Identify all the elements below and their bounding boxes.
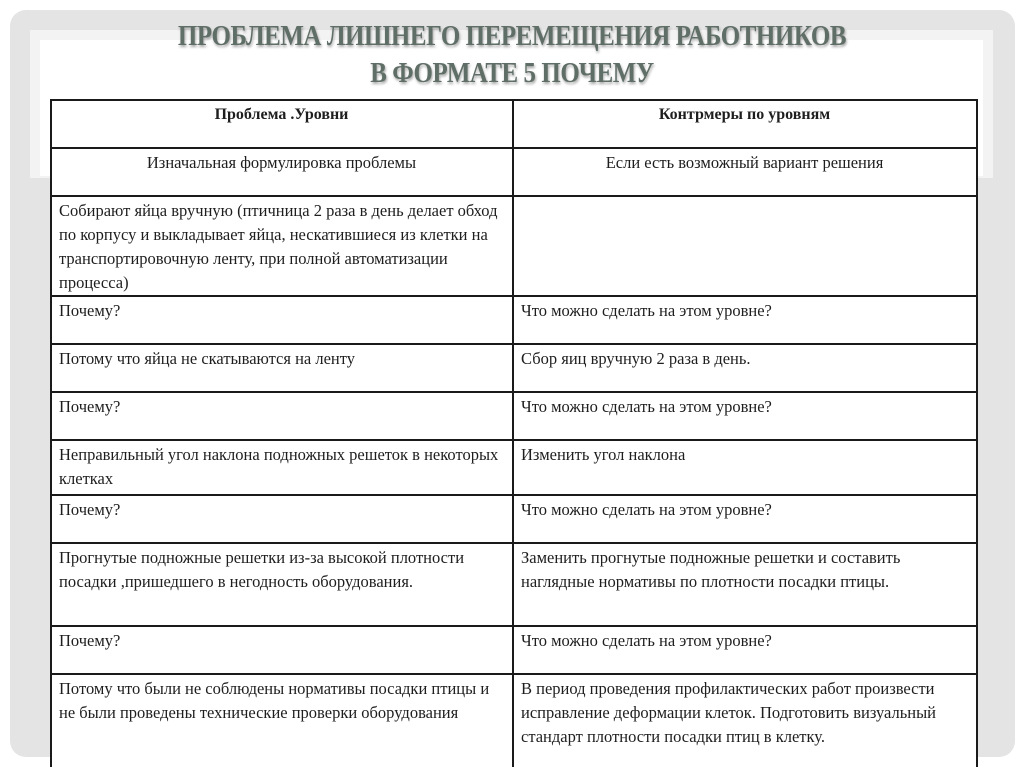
table-row — [51, 296, 977, 344]
table-row — [51, 440, 977, 495]
subheader-problem: Изначальная формулировка проблемы — [51, 148, 513, 196]
countermeasure-cell: В период проведения профилактических работ произвести исправление деформации клеток. Подготовить визуальный стандарт плотности посадки птиц в клетку. — [513, 674, 977, 767]
table-header-row — [51, 100, 977, 148]
five-whys-table — [50, 99, 978, 767]
table-row — [51, 196, 977, 296]
table-row — [51, 626, 977, 674]
table-row — [51, 495, 977, 543]
five-whys-table-container — [50, 99, 976, 767]
countermeasure-cell: Что можно сделать на этом уровне? — [513, 296, 977, 344]
problem-cell: Неправильный угол наклона подножных решеток в некоторых клетках — [51, 440, 513, 495]
problem-cell: Почему? — [51, 495, 513, 543]
countermeasure-cell: Сбор яиц вручную 2 раза в день. — [513, 344, 977, 392]
slide-title-line-2: В ФОРМАТЕ 5 ПОЧЕМУ — [370, 57, 654, 89]
table-row — [51, 543, 977, 626]
countermeasure-cell: Что можно сделать на этом уровне? — [513, 392, 977, 440]
problem-cell: Почему? — [51, 626, 513, 674]
problem-cell: Прогнутые подножные решетки из-за высокой плотности посадки ,пришедшего в негодность оборудования. — [51, 543, 513, 626]
countermeasure-cell: Что можно сделать на этом уровне? — [513, 626, 977, 674]
header-countermeasures: Контрмеры по уровням — [513, 100, 977, 148]
table-row — [51, 344, 977, 392]
table-row — [51, 674, 977, 767]
countermeasure-cell: Заменить прогнутые подножные решетки и составить наглядные нормативы по плотности посадки птицы. — [513, 543, 977, 626]
problem-cell: Потому что яйца не скатываются на ленту — [51, 344, 513, 392]
problem-cell: Почему? — [51, 296, 513, 344]
subheader-countermeasure: Если есть возможный вариант решения — [513, 148, 977, 196]
problem-cell: Собирают яйца вручную (птичница 2 раза в день делает обход по корпусу и выкладывает яйца, нескатившиеся из клетки на транспортировочную ленту, при полной автоматизации процесса) — [51, 196, 513, 296]
countermeasure-cell: Изменить угол наклона — [513, 440, 977, 495]
countermeasure-cell — [513, 196, 977, 296]
countermeasure-cell: Что можно сделать на этом уровне? — [513, 495, 977, 543]
problem-cell: Почему? — [51, 392, 513, 440]
header-problem-levels: Проблема .Уровни — [51, 100, 513, 148]
problem-cell: Потому что были не соблюдены нормативы посадки птицы и не были проведены технические проверки оборудования — [51, 674, 513, 767]
table-subheader-row — [51, 148, 977, 196]
slide-title — [72, 18, 953, 92]
table-row — [51, 392, 977, 440]
slide-title-line-1: ПРОБЛЕМА ЛИШНЕГО ПЕРЕМЕЩЕНИЯ РАБОТНИКОВ — [177, 20, 847, 52]
